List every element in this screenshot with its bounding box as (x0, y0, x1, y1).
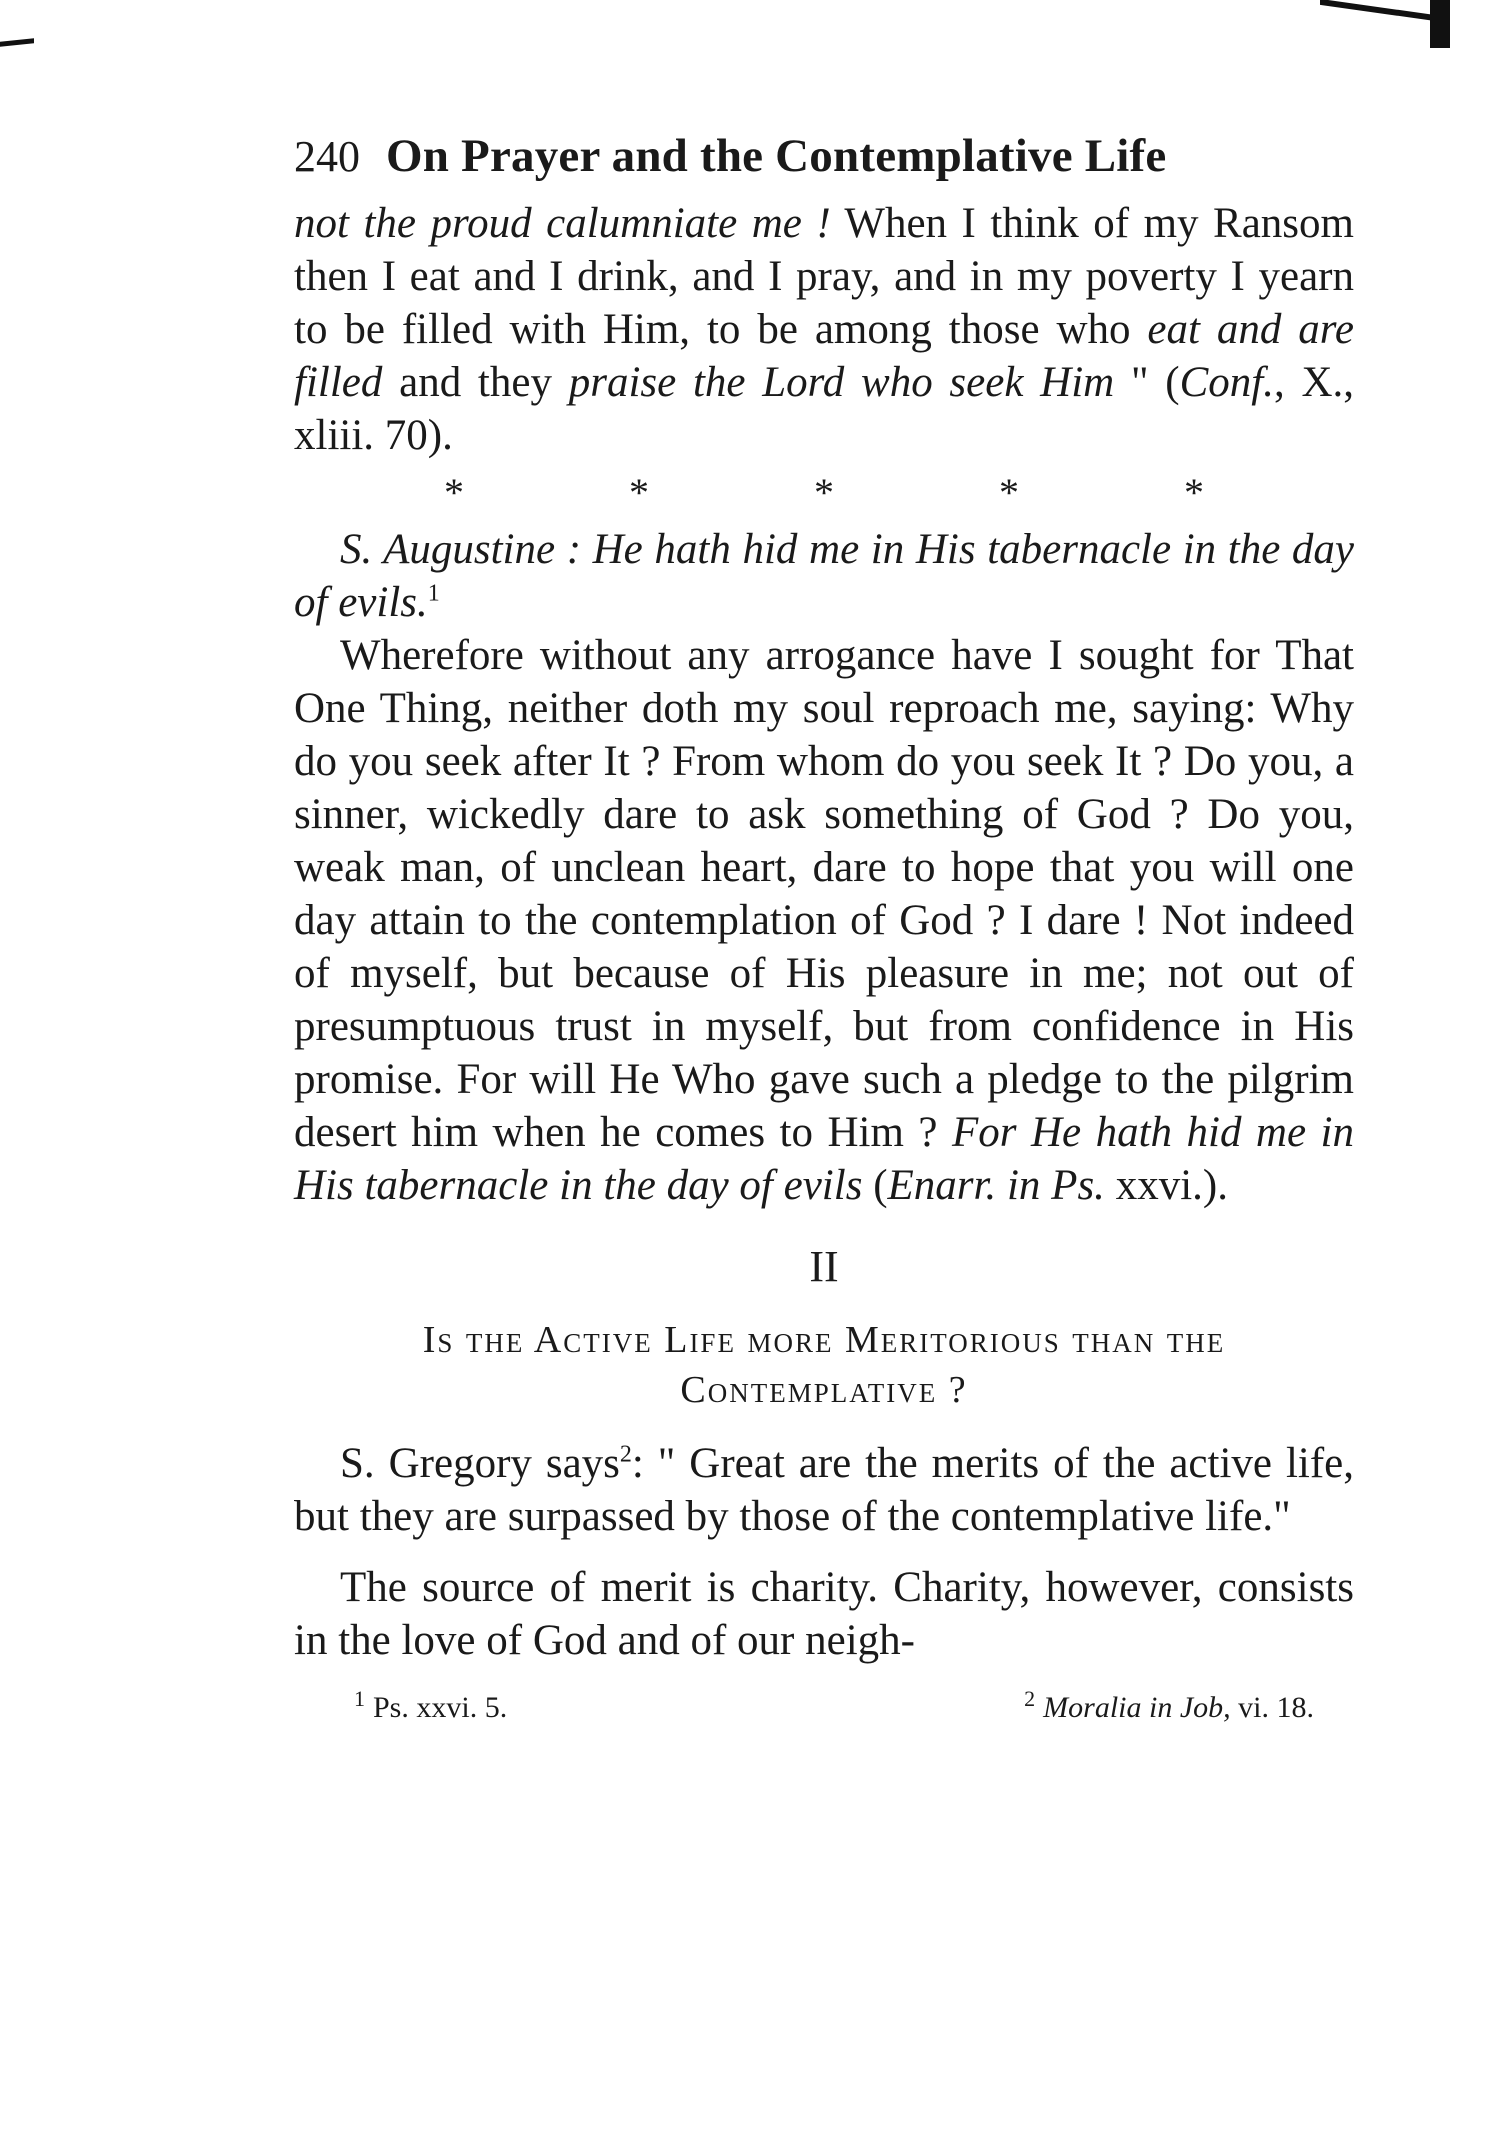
p4-text-2: : " Great are the merits of the active life, but they are surpassed by those of the contemplative life." (294, 1440, 1354, 1540)
footnote-ref-1: 1 (427, 580, 440, 607)
p3-text-1: Wherefore without any arrogance have I sought for That One Thing, neither doth my soul reproach me, saying: Why do you seek after It ? From whom do you seek It ? Do you, a sinner, wickedly dare to ask something of God ? Do you, weak man, of unclean heart, dare to hope that you will one day attain to the contemplation of God ? I dare ! Not indeed of myself, but because of His pleasure in me; not out of presumptuous trust in myself, but from confidence in His promise. For will He Who gave such a pledge to the pilgrim desert him when he comes to Him ? (294, 632, 1354, 1156)
p1-text-3: " ( (1114, 359, 1180, 406)
section-title: Is the Active Life more Meritorious than the Contemplative ? (422, 1319, 1226, 1411)
footnote-2-number: 2 (1024, 1686, 1036, 1711)
paragraph-4 (294, 1437, 1354, 1543)
footnote-1-text: Ps. xxvi. 5. (373, 1691, 508, 1724)
p3-text-2: ( (862, 1162, 888, 1209)
p1-text-4: , X., xliii. 70). (294, 359, 1355, 459)
footnote-2-italic: Moralia in Job, (1043, 1691, 1231, 1724)
footnote-2 (1024, 1681, 1314, 1734)
paragraph-2 (294, 523, 1354, 629)
p1-italic-4: Conf. (1179, 359, 1274, 406)
paragraph-1 (294, 197, 1354, 462)
p1-italic-3: praise the Lord who seek Him (568, 359, 1115, 406)
p1-italic-1: not the proud calumniate me ! (294, 200, 831, 247)
p3-italic-2: Enarr. in Ps. (887, 1162, 1105, 1209)
section-break-asterisks (294, 466, 1354, 519)
p2-italic: S. Augustine : He hath hid me in His tabernacle in the day of evils. (294, 526, 1354, 626)
p1-text-2: and they (382, 359, 569, 406)
footnote-1 (354, 1681, 507, 1734)
p1-text-1: When I think of my Ransom then I eat and I drink, and I pray, and in my poverty I yearn to be filled with Him, to be among those who (294, 200, 1354, 353)
asterisk: * (444, 470, 464, 515)
footnote-ref-2: 2 (619, 1441, 632, 1468)
paragraph-3 (294, 629, 1354, 1212)
footnote-2-text: vi. 18. (1230, 1691, 1314, 1724)
p1-italic-2: eat and are filled (294, 306, 1354, 406)
p3-text-3: xxvi.). (1104, 1162, 1228, 1209)
footnote-1-number: 1 (354, 1686, 365, 1711)
running-title: On Prayer and the Contemplative Life (386, 130, 1167, 182)
p4-text-1: S. Gregory says (340, 1440, 620, 1487)
section-number: II (809, 1242, 839, 1291)
asterisk: * (629, 470, 649, 515)
p5-text-1: The source of merit is charity. Charity, however, consists in the love of God and of our neigh- (294, 1564, 1354, 1664)
page-number: 240 (294, 132, 360, 181)
book-page (294, 130, 1354, 1734)
page-header (294, 130, 1354, 183)
p3-italic-1: For He hath hid me in His tabernacle in the day of evils (294, 1109, 1354, 1209)
asterisk: * (814, 470, 834, 515)
scan-mark-left (0, 38, 34, 47)
asterisk: * (999, 470, 1019, 515)
scan-mark-corner (1430, 0, 1450, 48)
asterisk: * (1184, 470, 1204, 515)
paragraph-5 (294, 1561, 1354, 1667)
footnotes (294, 1681, 1354, 1734)
